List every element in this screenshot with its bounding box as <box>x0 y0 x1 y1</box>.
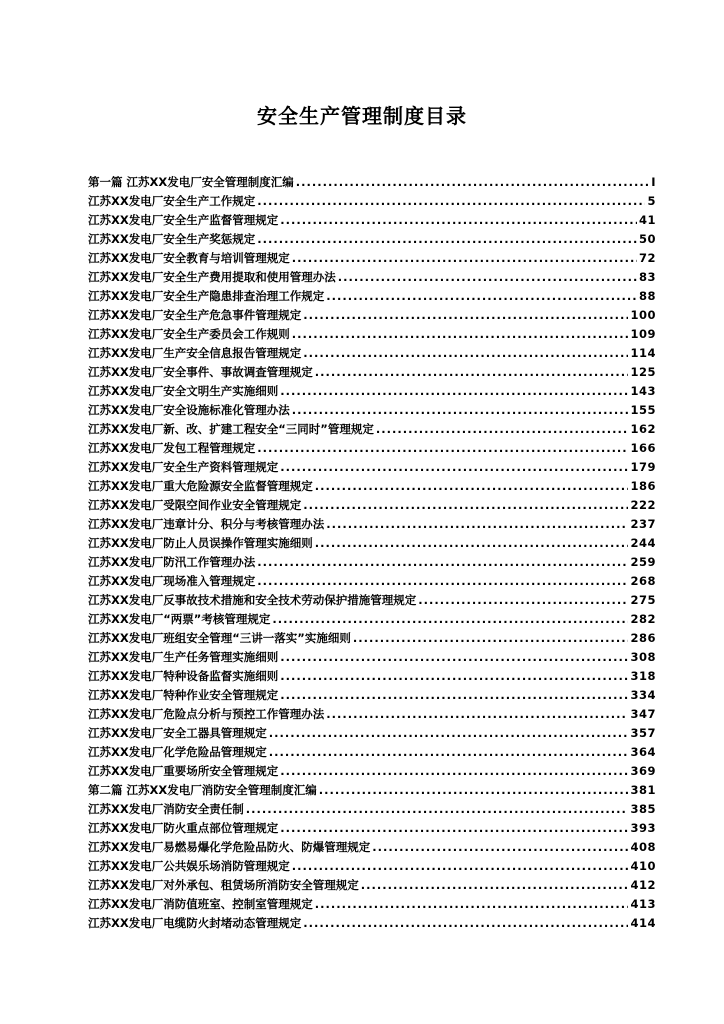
toc-entry-page-number: 308 <box>630 650 656 664</box>
toc-entry-page-number: 259 <box>630 555 656 569</box>
toc-entry-title: 江苏XX发电厂公共娱乐场消防管理规定 <box>88 859 290 873</box>
toc-entry-title: 江苏XX发电厂发包工程管理规定 <box>88 441 256 455</box>
toc-entry-page-number: 166 <box>630 441 656 455</box>
toc-entry-page-number: 244 <box>630 536 656 550</box>
toc-entry-page-number: 222 <box>630 498 656 512</box>
toc-entry-page-number: 334 <box>630 688 656 702</box>
toc-entry-page-number: 318 <box>630 669 656 683</box>
toc-entry-title: 江苏XX发电厂违章计分、积分与考核管理办法 <box>88 517 325 531</box>
toc-entry[interactable] <box>88 363 656 382</box>
toc-entry[interactable] <box>88 496 656 515</box>
toc-entry-page-number: 114 <box>630 346 656 360</box>
table-of-contents <box>88 173 656 933</box>
toc-entry-title: 江苏XX发电厂班组安全管理“三讲一落实”实施细则 <box>88 631 351 645</box>
toc-entry[interactable] <box>88 705 656 724</box>
toc-leader-dots <box>303 496 628 515</box>
toc-entry[interactable] <box>88 287 656 306</box>
toc-leader-dots <box>376 420 629 439</box>
toc-entry-page-number: 282 <box>630 612 656 626</box>
toc-entry[interactable] <box>88 420 656 439</box>
toc-entry-title: 江苏XX发电厂防火重点部位管理规定 <box>88 821 279 835</box>
toc-entry[interactable] <box>88 173 656 192</box>
toc-entry-title: 江苏XX发电厂安全生产监督管理规定 <box>88 213 279 227</box>
toc-entry[interactable] <box>88 325 656 344</box>
document-title: 安全生产管理制度目录 <box>257 104 467 128</box>
toc-leader-dots <box>280 819 628 838</box>
toc-entry-page-number: 125 <box>630 365 656 379</box>
toc-leader-dots <box>326 515 628 534</box>
toc-entry[interactable] <box>88 762 656 781</box>
toc-entry-page-number: 410 <box>630 859 656 873</box>
toc-entry-title: 江苏XX发电厂危险点分析与预控工作管理办法 <box>88 707 325 721</box>
toc-entry-page-number: 186 <box>630 479 656 493</box>
toc-entry-page-number: 347 <box>630 707 656 721</box>
toc-entry-page-number: 369 <box>630 764 656 778</box>
toc-entry-page-number: 364 <box>630 745 656 759</box>
toc-entry-page-number: 357 <box>630 726 656 740</box>
toc-entry[interactable] <box>88 572 656 591</box>
toc-entry-title: 江苏XX发电厂安全教育与培训管理规定 <box>88 251 290 265</box>
toc-entry-title: 江苏XX发电厂易燃易爆化学危险品防火、防爆管理规定 <box>88 840 371 854</box>
toc-leader-dots <box>296 173 649 192</box>
toc-entry[interactable] <box>88 515 656 534</box>
toc-entry[interactable] <box>88 439 656 458</box>
toc-entry-title: 江苏XX发电厂安全生产委员会工作规则 <box>88 327 290 341</box>
toc-leader-dots <box>353 629 629 648</box>
toc-entry-title: 江苏XX发电厂生产任务管理实施细则 <box>88 650 279 664</box>
toc-leader-dots <box>280 648 628 667</box>
toc-entry[interactable] <box>88 268 656 287</box>
toc-entry-page-number: I <box>651 175 656 189</box>
toc-entry[interactable] <box>88 477 656 496</box>
toc-entry-page-number: 385 <box>630 802 656 816</box>
toc-entry-title: 江苏XX发电厂生产安全信息报告管理规定 <box>88 346 302 360</box>
toc-entry[interactable] <box>88 211 656 230</box>
toc-entry-page-number: 162 <box>630 422 656 436</box>
toc-entry-page-number: 237 <box>630 517 656 531</box>
toc-entry-title: 江苏XX发电厂特种作业安全管理规定 <box>88 688 279 702</box>
toc-entry[interactable] <box>88 458 656 477</box>
toc-leader-dots <box>315 477 629 496</box>
toc-entry[interactable] <box>88 648 656 667</box>
toc-entry-title: 江苏XX发电厂化学危险品管理规定 <box>88 745 267 759</box>
toc-entry[interactable] <box>88 914 656 933</box>
toc-entry-title: 江苏XX发电厂电缆防火封堵动态管理规定 <box>88 916 302 930</box>
toc-entry-page-number: 413 <box>630 897 656 911</box>
toc-entry-page-number: 414 <box>630 916 656 930</box>
toc-leader-dots <box>418 591 628 610</box>
toc-entry[interactable] <box>88 724 656 743</box>
toc-leader-dots <box>372 838 628 857</box>
toc-leader-dots <box>315 363 629 382</box>
toc-entry-page-number: 179 <box>630 460 656 474</box>
toc-entry[interactable] <box>88 800 656 819</box>
toc-leader-dots <box>315 895 629 914</box>
toc-leader-dots <box>361 876 629 895</box>
toc-entry-page-number: 286 <box>630 631 656 645</box>
toc-entry-page-number: 41 <box>638 213 656 227</box>
toc-leader-dots <box>257 192 645 211</box>
toc-entry-title: 江苏XX发电厂重要场所安全管理规定 <box>88 764 279 778</box>
toc-entry[interactable] <box>88 192 656 211</box>
toc-entry[interactable] <box>88 306 656 325</box>
toc-leader-dots <box>257 230 637 249</box>
toc-entry-page-number: 412 <box>630 878 656 892</box>
toc-entry-title: 江苏XX发电厂对外承包、租赁场所消防安全管理规定 <box>88 878 359 892</box>
toc-entry-title: 江苏XX发电厂反事故技术措施和安全技术劳动保护措施管理规定 <box>88 593 417 607</box>
toc-entry[interactable] <box>88 591 656 610</box>
toc-leader-dots <box>246 800 629 819</box>
toc-entry-page-number: 275 <box>630 593 656 607</box>
toc-entry[interactable] <box>88 534 656 553</box>
toc-entry[interactable] <box>88 401 656 420</box>
toc-entry-title: 江苏XX发电厂安全设施标准化管理办法 <box>88 403 290 417</box>
toc-entry[interactable] <box>88 686 656 705</box>
toc-leader-dots <box>257 439 628 458</box>
toc-entry[interactable] <box>88 781 656 800</box>
toc-entry[interactable] <box>88 876 656 895</box>
toc-entry-page-number: 72 <box>638 251 656 265</box>
toc-entry-title: 第一篇 江苏XX发电厂安全管理制度汇编 <box>88 175 294 189</box>
toc-leader-dots <box>272 610 628 629</box>
toc-entry[interactable] <box>88 895 656 914</box>
toc-leader-dots <box>303 344 628 363</box>
toc-leader-dots <box>292 401 629 420</box>
toc-leader-dots <box>303 306 628 325</box>
toc-entry-title: 江苏XX发电厂受限空间作业安全管理规定 <box>88 498 302 512</box>
toc-entry-page-number: 268 <box>630 574 656 588</box>
toc-entry[interactable] <box>88 382 656 401</box>
toc-entry[interactable] <box>88 819 656 838</box>
toc-entry-page-number: 100 <box>630 308 656 322</box>
toc-entry-page-number: 5 <box>647 194 656 208</box>
toc-entry-title: 江苏XX发电厂消防值班室、控制室管理规定 <box>88 897 313 911</box>
toc-entry[interactable] <box>88 629 656 648</box>
toc-leader-dots <box>280 667 628 686</box>
toc-leader-dots <box>326 287 637 306</box>
toc-leader-dots <box>303 914 628 933</box>
toc-leader-dots <box>257 553 628 572</box>
toc-entry-title: 江苏XX发电厂特种设备监督实施细则 <box>88 669 279 683</box>
toc-leader-dots <box>338 268 637 287</box>
toc-leader-dots <box>315 534 629 553</box>
toc-entry-title: 江苏XX发电厂防止人员误操作管理实施细则 <box>88 536 313 550</box>
toc-leader-dots <box>269 724 629 743</box>
toc-entry-title: 江苏XX发电厂安全生产资料管理规定 <box>88 460 279 474</box>
toc-entry-page-number: 50 <box>638 232 656 246</box>
toc-entry-page-number: 381 <box>630 783 656 797</box>
toc-leader-dots <box>292 857 629 876</box>
toc-entry-title: 江苏XX发电厂安全生产费用提取和使用管理办法 <box>88 270 336 284</box>
toc-leader-dots <box>269 743 629 762</box>
toc-entry[interactable] <box>88 553 656 572</box>
toc-leader-dots <box>292 325 629 344</box>
toc-entry-title: 江苏XX发电厂防汛工作管理办法 <box>88 555 256 569</box>
toc-entry-title: 江苏XX发电厂安全生产奖惩规定 <box>88 232 256 246</box>
toc-entry-page-number: 109 <box>630 327 656 341</box>
toc-entry-title: 江苏XX发电厂安全生产隐患排查治理工作规定 <box>88 289 325 303</box>
toc-leader-dots <box>280 382 628 401</box>
toc-leader-dots <box>280 762 628 781</box>
toc-entry[interactable] <box>88 610 656 629</box>
toc-entry-title: 江苏XX发电厂安全工器具管理规定 <box>88 726 267 740</box>
toc-leader-dots <box>292 249 637 268</box>
toc-entry-title: 江苏XX发电厂“两票”考核管理规定 <box>88 612 271 626</box>
toc-entry-page-number: 408 <box>630 840 656 854</box>
toc-entry[interactable] <box>88 743 656 762</box>
toc-entry-page-number: 393 <box>630 821 656 835</box>
toc-entry-title: 江苏XX发电厂重大危险源安全监督管理规定 <box>88 479 313 493</box>
toc-entry[interactable] <box>88 249 656 268</box>
toc-leader-dots <box>280 686 628 705</box>
toc-entry[interactable] <box>88 857 656 876</box>
toc-leader-dots <box>280 211 637 230</box>
toc-entry-page-number: 143 <box>630 384 656 398</box>
toc-entry-title: 江苏XX发电厂安全生产工作规定 <box>88 194 256 208</box>
toc-entry-title: 江苏XX发电厂新、改、扩建工程安全“三同时”管理规定 <box>88 422 374 436</box>
toc-entry-title: 江苏XX发电厂安全文明生产实施细则 <box>88 384 279 398</box>
toc-entry[interactable] <box>88 838 656 857</box>
toc-entry-title: 江苏XX发电厂安全事件、事故调查管理规定 <box>88 365 313 379</box>
toc-leader-dots <box>280 458 628 477</box>
toc-leader-dots <box>319 781 629 800</box>
toc-entry-title: 江苏XX发电厂现场准入管理规定 <box>88 574 256 588</box>
toc-entry[interactable] <box>88 344 656 363</box>
toc-entry-page-number: 155 <box>630 403 656 417</box>
toc-entry[interactable] <box>88 667 656 686</box>
toc-leader-dots <box>257 572 628 591</box>
toc-entry-page-number: 83 <box>638 270 656 284</box>
toc-entry-title: 江苏XX发电厂消防安全责任制 <box>88 802 244 816</box>
toc-entry-title: 江苏XX发电厂安全生产危急事件管理规定 <box>88 308 302 322</box>
toc-entry-page-number: 88 <box>638 289 656 303</box>
toc-entry[interactable] <box>88 230 656 249</box>
toc-leader-dots <box>326 705 628 724</box>
toc-entry-title: 第二篇 江苏XX发电厂消防安全管理制度汇编 <box>88 783 317 797</box>
